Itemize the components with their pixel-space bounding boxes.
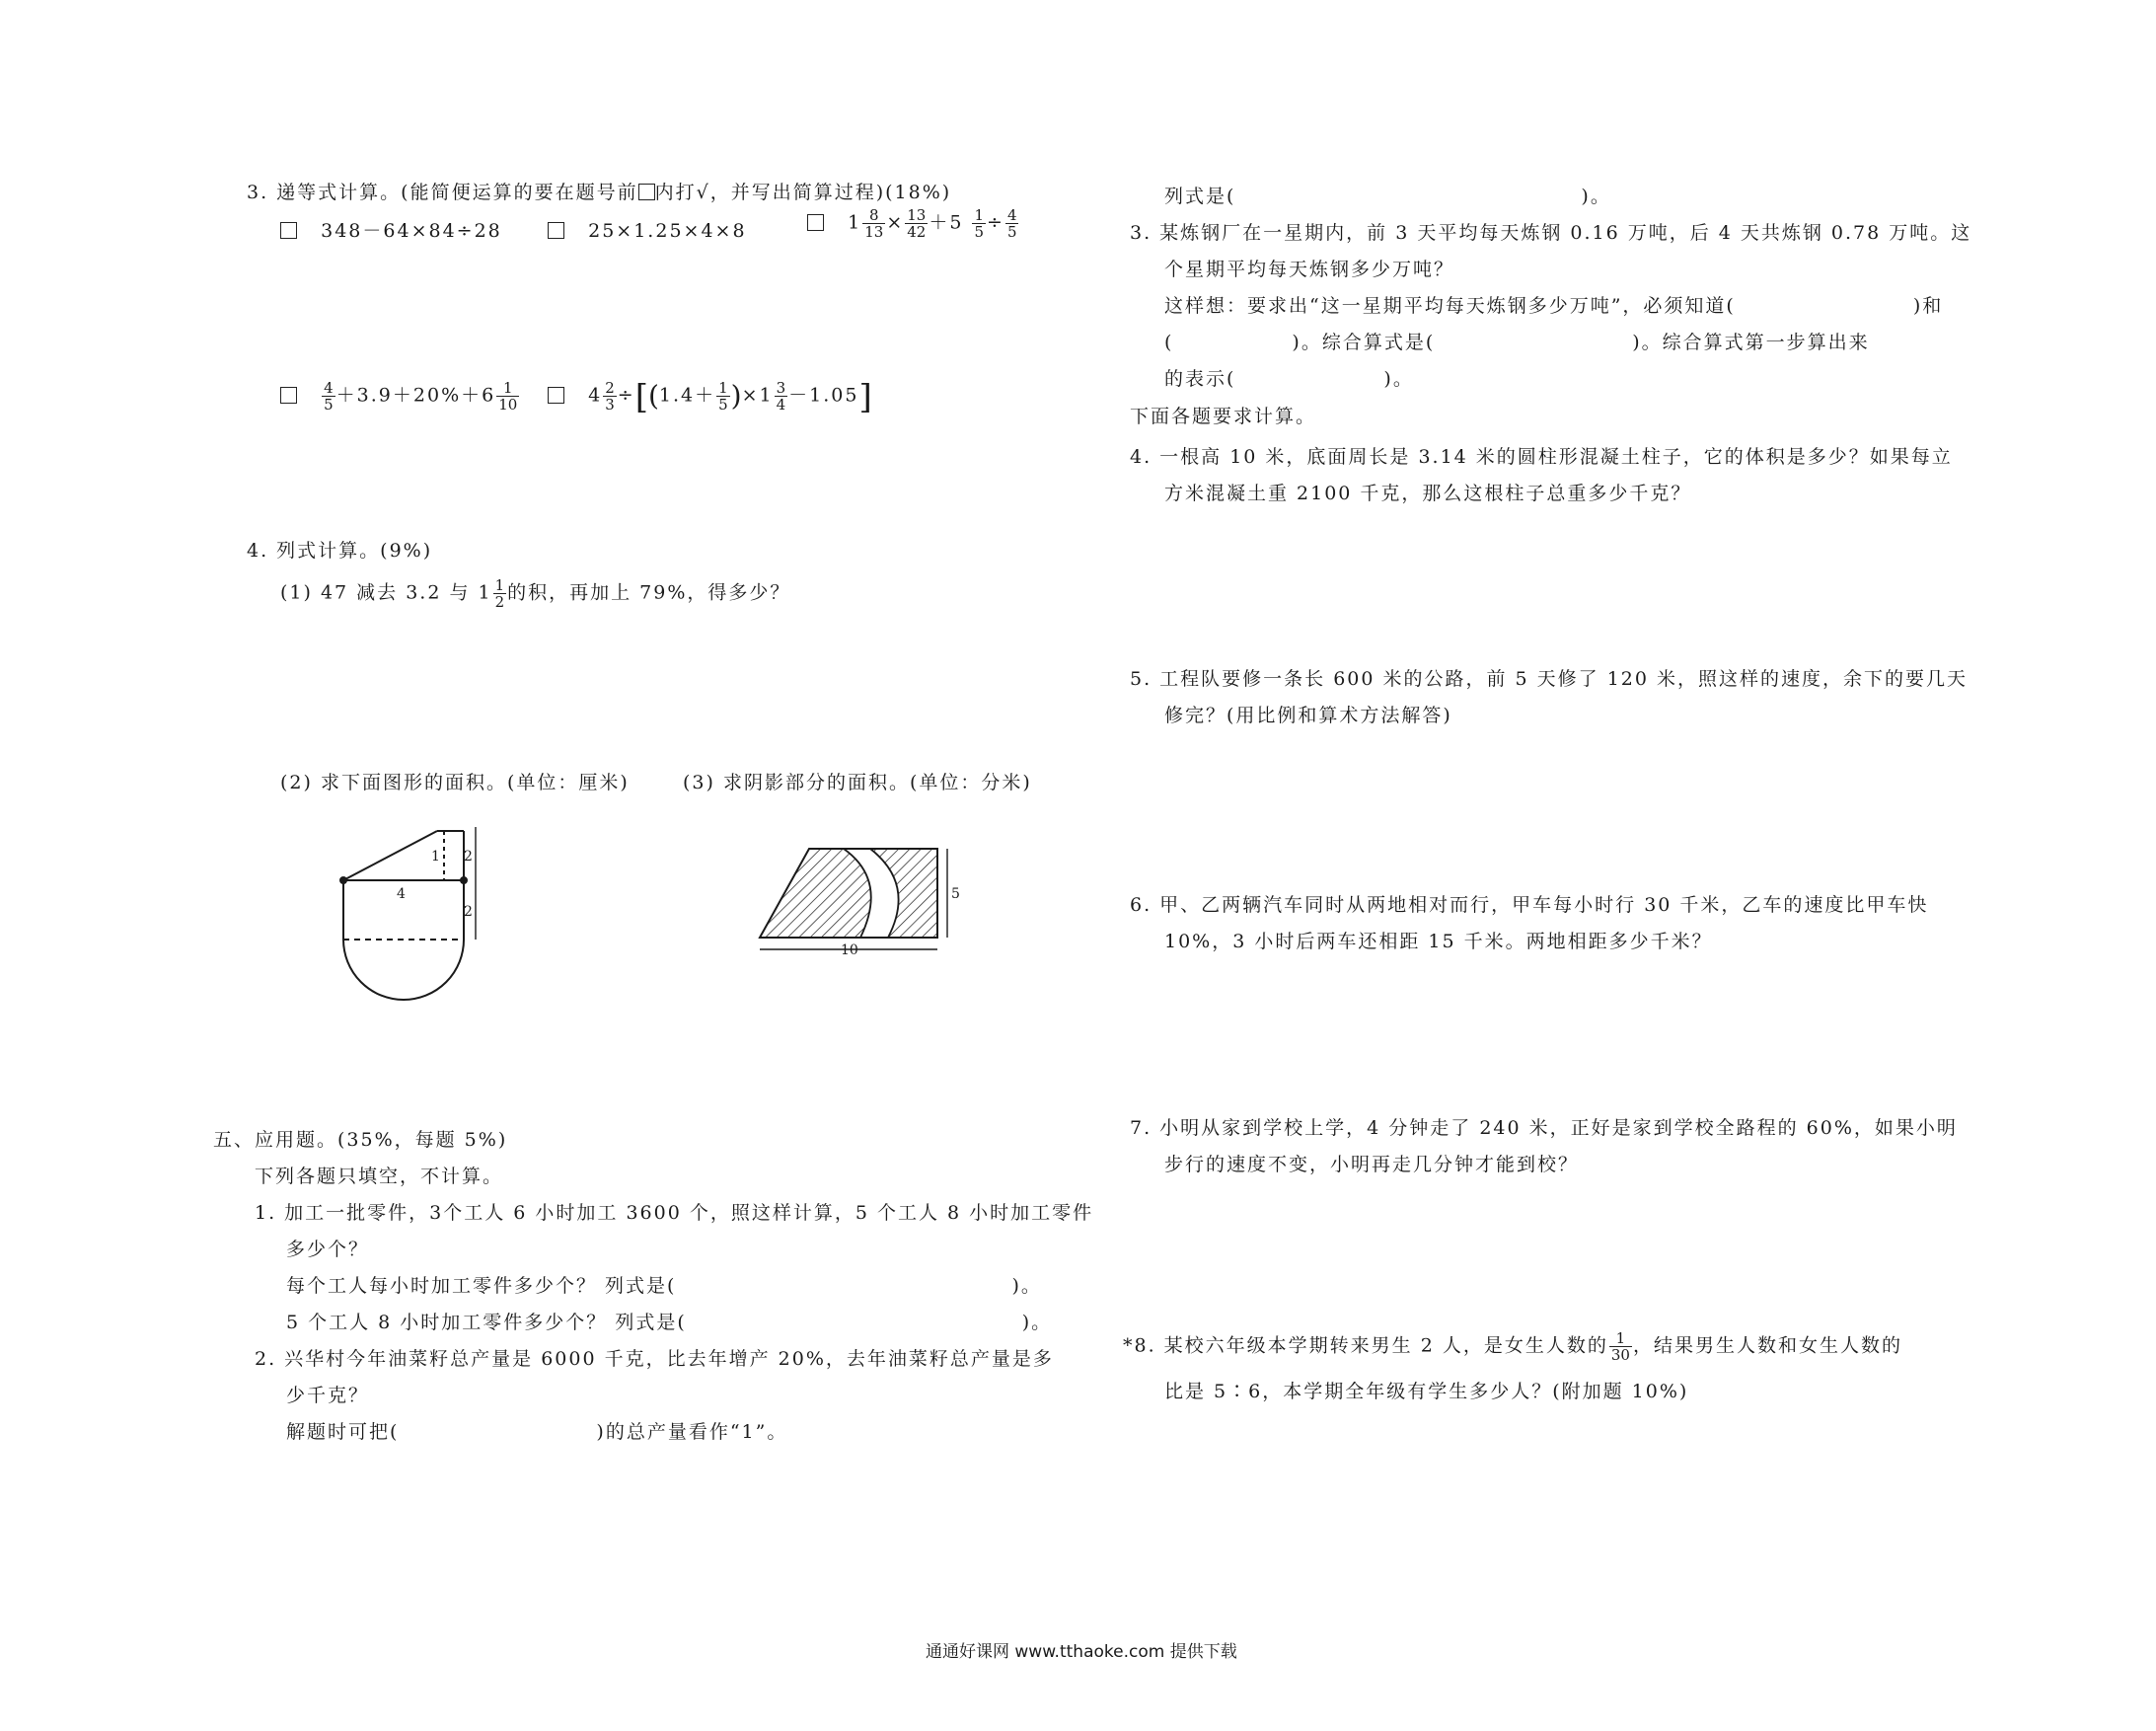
- checkbox-icon: [548, 222, 564, 239]
- checkbox-icon: [280, 222, 297, 239]
- q3-expr-2: 25×1.25×4×8: [548, 219, 747, 243]
- s5-q1-line2: 多少个？: [286, 1239, 370, 1260]
- q3-expr-3: 1 $\frac{8}{13}$ × $\frac{13}{42}$ ＋5 $\frac{1}{5}$ ÷ $\frac{4}{5}$: [807, 207, 1019, 240]
- s5-q1-line4: 5 个工人 8 小时加工零件多少个？ 列式是( )。: [286, 1312, 1053, 1333]
- checkbox-icon: [807, 214, 824, 231]
- q3-title: 3. 递等式计算。(能简便运算的要在题号前 内打√，并写出简算过程)(18%): [247, 182, 952, 203]
- r-q8-line2: 比是 5∶6，本学期全年级有学生多少人？(附加题 10%): [1164, 1381, 1689, 1402]
- figure-composite-shape: [316, 809, 493, 1007]
- q3-expr-1: 348－64×84÷28: [280, 219, 502, 243]
- fraction: $\frac{1}{30}$: [1610, 1329, 1630, 1364]
- s5-q1-line1: 1. 加工一批零件，3个工人 6 小时加工 3600 个，照这样计算，5 个工人 8 小时加工零件: [255, 1202, 1094, 1224]
- r-q3-line3: 这样想：要求出“这一星期平均每天炼钢多少万吨”，必须知道( )和: [1164, 295, 1944, 317]
- q4-part1: (1) 47 减去 3.2 与 1 $\frac{1}{2}$ 的积，再加上 79%，得多少？: [280, 576, 791, 611]
- s5-q2-line3: 解题时可把( )的总产量看作“1”。: [286, 1421, 788, 1443]
- label-10: 10: [841, 942, 858, 958]
- fraction: $\frac{13}{42}$: [907, 206, 927, 241]
- r-q8-line1: *8. 某校六年级本学期转来男生 2 人，是女生人数的 $\frac{1}{30}$ ，结果男生人数和女生人数的: [1123, 1329, 1902, 1364]
- q4-part3: (3) 求阴影部分的面积。(单位：分米): [683, 772, 1032, 793]
- fraction: $\frac{2}{3}$: [605, 379, 615, 414]
- s5-q2-line2: 少千克？: [286, 1385, 370, 1406]
- fraction: $\frac{1}{2}$: [494, 576, 505, 611]
- r-q7-line1: 7. 小明从家到学校上学，4 分钟走了 240 米，正好是家到学校全路程的 60%，如果小明: [1130, 1117, 1958, 1139]
- label-2b: 2: [464, 904, 473, 920]
- semicircle-arc: [343, 940, 464, 1000]
- figure-shaded-parallelogram: [750, 841, 967, 959]
- checkbox-icon: [638, 184, 655, 200]
- label-2: 2: [464, 849, 473, 865]
- label-5: 5: [951, 886, 960, 902]
- section5-subtitle: 下列各题只填空，不计算。: [255, 1166, 504, 1187]
- s5-q2-line1: 2. 兴华村今年油菜籽总产量是 6000 千克，比去年增产 20%，去年油菜籽总产量是多: [255, 1348, 1054, 1370]
- fraction: $\frac{4}{5}$: [1006, 206, 1017, 241]
- q4-title: 4. 列式计算。(9%): [247, 540, 433, 562]
- r-q3-line4: ( )。综合算式是( )。综合算式第一步算出来: [1164, 332, 1870, 353]
- r-q6-line2: 10%，3 小时后两车还相距 15 千米。两地相距多少千米？: [1164, 931, 1713, 952]
- label-1: 1: [431, 849, 440, 865]
- q4-part2: (2) 求下面图形的面积。(单位：厘米): [280, 772, 630, 793]
- r-q7-line2: 步行的速度不变，小明再走几分钟才能到校？: [1164, 1154, 1580, 1175]
- r-q5-line1: 5. 工程队要修一条长 600 米的公路，前 5 天修了 120 米，照这样的速度，余下的要几天: [1130, 668, 1969, 690]
- s5-q1-line3: 每个工人每小时加工零件多少个？ 列式是( )。: [286, 1275, 1042, 1297]
- fraction: $\frac{8}{13}$: [864, 206, 884, 241]
- vertex-dot: [460, 876, 468, 884]
- section5-title: 五、应用题。(35%，每题 5%): [213, 1129, 508, 1151]
- fraction: $\frac{1}{5}$: [718, 379, 728, 414]
- q3-expr-4: $\frac{4}{5}$ ＋3.9＋20%＋6 $\frac{1}{10}$: [280, 380, 520, 413]
- fraction: $\frac{4}{5}$: [324, 379, 334, 414]
- shaded-area: [760, 849, 937, 938]
- r-subtitle: 下面各题要求计算。: [1130, 406, 1317, 427]
- r-q4-line2: 方米混凝土重 2100 千克，那么这根柱子总重多少千克？: [1164, 483, 1692, 504]
- r-q2-formula: 列式是( )。: [1164, 186, 1611, 207]
- checkbox-icon: [280, 387, 297, 404]
- label-4: 4: [397, 886, 406, 902]
- vertex-dot: [339, 876, 347, 884]
- r-q4-line1: 4. 一根高 10 米，底面周长是 3.14 米的圆柱形混凝土柱子，它的体积是多少？如果每立: [1130, 446, 1953, 468]
- r-q3-line1: 3. 某炼钢厂在一星期内，前 3 天平均每天炼钢 0.16 万吨，后 4 天共炼钢 0.78 万吨。这: [1130, 222, 1972, 244]
- r-q5-line2: 修完？(用比例和算术方法解答): [1164, 705, 1452, 726]
- r-q6-line1: 6. 甲、乙两辆汽车同时从两地相对而行，甲车每小时行 30 千米，乙车的速度比甲车快: [1130, 894, 1929, 916]
- fraction: $\frac{3}{4}$: [776, 379, 786, 414]
- r-q3-line2: 个星期平均每天炼钢多少万吨？: [1164, 259, 1455, 280]
- q3-expr-5: 4 $\frac{2}{3}$ ÷[(1.4＋ $\frac{1}{5}$ )×1 $\frac{3}{4}$ －1.05]: [548, 380, 872, 413]
- page-footer: 通通好课网 www.tthaoke.com 提供下载: [926, 1642, 1237, 1662]
- r-q3-line5: 的表示( )。: [1164, 368, 1414, 390]
- fraction: $\frac{1}{10}$: [498, 379, 518, 414]
- fraction: $\frac{1}{5}$: [974, 206, 985, 241]
- slant-edge: [343, 831, 437, 880]
- checkbox-icon: [548, 387, 564, 404]
